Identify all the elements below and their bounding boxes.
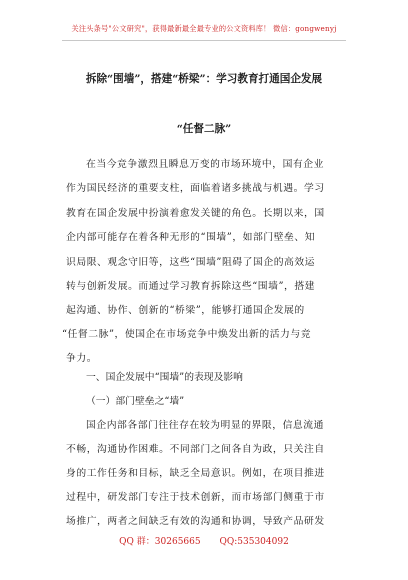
paragraph-line: 企内部可能存在着各种无形的“围墙”，如部门壁垒、知 [66, 232, 316, 243]
paragraph-line: 过程中，研发部门专注于技术创新，而市场部门侧重于市 [66, 492, 325, 503]
paragraph-line: 识局限、观念守旧等，这些“围墙”阻碍了国企的高效运 [66, 257, 316, 268]
header-divider [62, 40, 346, 41]
subsection-heading: （一）部门壁垒之“墙” [86, 396, 185, 407]
paragraph-line: 身的工作任务和目标，缺乏全局意识。例如，在项目推进 [66, 468, 325, 479]
paragraph-line: 场推广，两者之间缺乏有效的沟通和协调，导致产品研发 [66, 516, 325, 527]
paragraph-line: 不畅，沟通协作困难。不同部门之间各自为政，只关注自 [66, 444, 325, 455]
section-heading: 一、国企发展中“围墙”的表现及影响 [86, 372, 243, 383]
header-banner: 关注头条号"公文研究"，获得最新最全最专业的公文资料库！ 微信：gongwenyj [71, 24, 337, 33]
footer-contact [0, 534, 408, 547]
paragraph-line: 转与创新发展。而通过学习教育拆除这些“围墙”，搭建 [66, 281, 316, 292]
paragraph-line: 起沟通、协作、创新的“桥梁”，能够打通国企发展的 [66, 305, 305, 316]
paragraph-line: 在当今竞争激烈且瞬息万变的市场环境中，国有企业 [86, 159, 324, 170]
document-title: 拆除“围墙”，搭建“桥梁”：学习教育打通国企发展 [85, 73, 323, 85]
footer-qq-number: QQ:535304092 [219, 537, 289, 547]
document-subtitle: “任督二脉” [176, 123, 232, 135]
paragraph-line: 教育在国企发展中扮演着愈发关键的角色。长期以来，国 [66, 208, 325, 219]
footer-qq-group: QQ 群：30265665 [119, 537, 201, 547]
paragraph-line: “任督二脉”，使国企在市场竞争中焕发出新的活力与竞 [62, 329, 312, 340]
paragraph-line: 国企内部各部门往往存在较为明显的界限，信息流通 [86, 420, 324, 431]
paragraph-line: 争力。 [66, 353, 98, 364]
paragraph-line: 作为国民经济的重要支柱，面临着诸多挑战与机遇。学习 [66, 183, 325, 194]
